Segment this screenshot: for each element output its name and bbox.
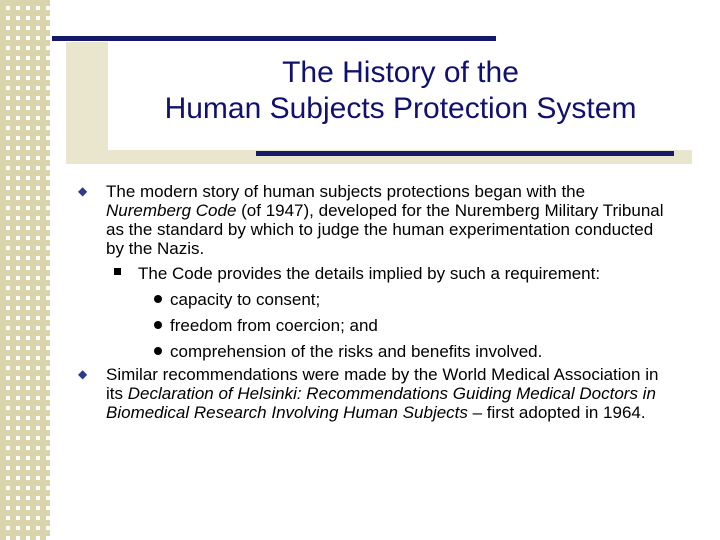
bullet-nuremberg bbox=[74, 182, 674, 258]
title-rule-top bbox=[52, 36, 496, 41]
round-bullet-icon bbox=[154, 321, 162, 329]
subsub-bullet-text: freedom from coercion; and bbox=[170, 316, 378, 335]
sub-bullet-text: The Code provides the details implied by such a requirement: bbox=[138, 264, 601, 283]
bullet-text: – first adopted in 1964. bbox=[467, 403, 646, 422]
subsub-bullet-comprehension bbox=[74, 342, 674, 361]
bullet-italic-text: Nuremberg Code bbox=[106, 201, 237, 220]
bullet-italic-text: Declaration of Helsinki: Recommendations Guiding Medical Doctors in Biomedical Research Involving Human Subjects bbox=[106, 384, 656, 422]
slide-body bbox=[74, 182, 674, 428]
round-bullet-icon bbox=[154, 295, 162, 303]
subsub-bullet-text: comprehension of the risks and benefits involved. bbox=[170, 342, 543, 361]
bullet-text: Similar recommendations were made by the World Medical Association in its bbox=[106, 365, 659, 403]
subsub-bullet-consent bbox=[74, 290, 674, 309]
bullet-helsinki bbox=[74, 365, 674, 422]
title-rule-bottom bbox=[256, 151, 674, 156]
sub-bullet-code-details bbox=[74, 264, 674, 283]
bullet-text: The modern story of human subjects protections began with the bbox=[106, 182, 586, 201]
title-line-2: Human Subjects Protection System bbox=[164, 92, 637, 125]
square-bullet-icon bbox=[114, 268, 121, 275]
slide-title bbox=[108, 55, 693, 127]
round-bullet-icon bbox=[154, 347, 162, 355]
diamond-bullet-icon: ◆ bbox=[78, 367, 88, 381]
decorative-grid-strip bbox=[0, 0, 50, 540]
subsub-bullet-coercion bbox=[74, 316, 674, 335]
diamond-bullet-icon: ◆ bbox=[78, 184, 88, 198]
bullet-text: (of 1947), developed for the Nuremberg Military Tribunal as the standard by which to judge the human experimentation conducted by the Nazis. bbox=[106, 201, 664, 258]
subsub-bullet-text: capacity to consent; bbox=[170, 290, 321, 309]
title-line-1: The History of the bbox=[282, 56, 519, 89]
